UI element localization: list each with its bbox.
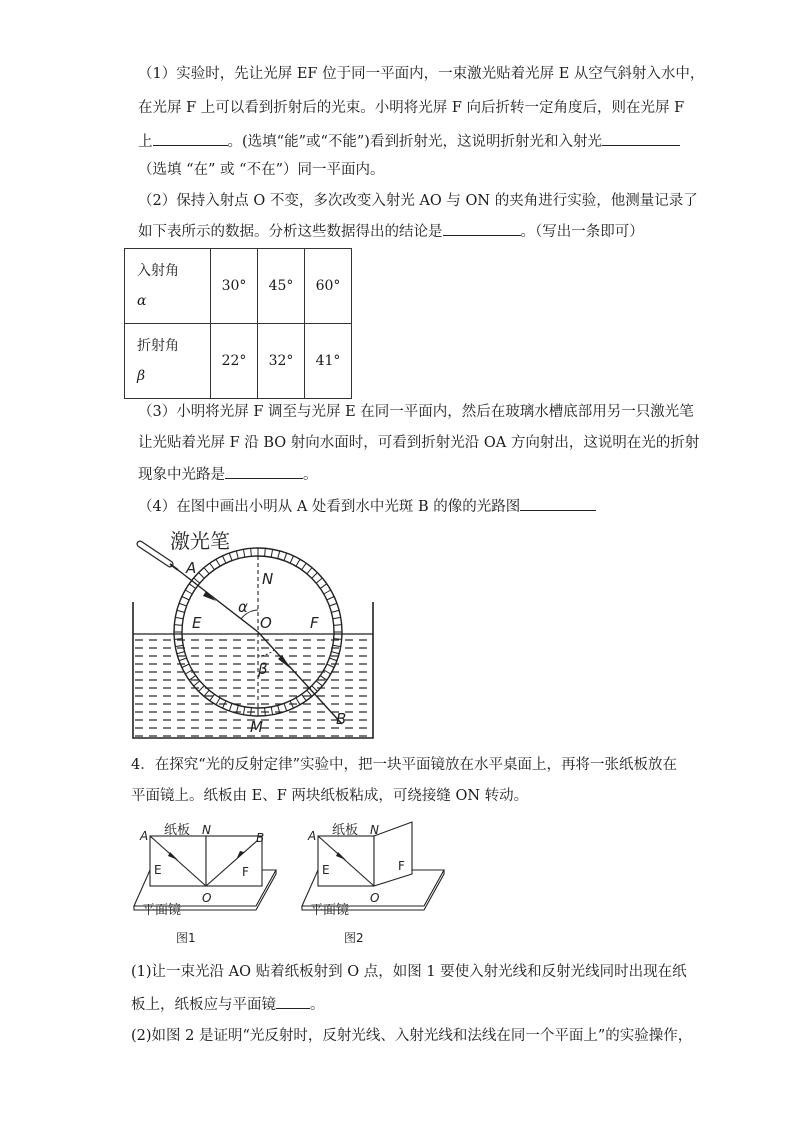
q4-s2-line1: (2)如图 2 是证明“光反射时，反射光线、入射光线和法线在同一个平面上”的实验操作， <box>131 1028 693 1044</box>
text-segment: 如下表所示的数据。分析这些数据得出的结论是 <box>138 224 443 240</box>
point-b-label: B <box>336 710 347 728</box>
table-cell: 32° <box>258 324 305 399</box>
table-cell: 45° <box>258 249 305 324</box>
text-segment: （4）在图中画出小明从 A 处看到水中光斑 B 的像的光路图 <box>138 499 521 515</box>
q4-s1-line2 <box>131 994 656 1015</box>
table-cell: 41° <box>305 324 352 399</box>
mirror-label: 平面镜 <box>310 903 350 918</box>
board-label: 纸板 <box>332 823 359 838</box>
q3-p2-line1: （2）保持入射点 O 不变，多次改变入射光 AO 与 ON 的夹角进行实验，他测量记录了 <box>138 193 698 209</box>
q3-p3-line3 <box>138 464 663 485</box>
alpha-label: α <box>238 598 248 616</box>
figure-caption: 图2 <box>344 931 364 945</box>
beta-label: β <box>258 660 268 678</box>
point-a-label: A <box>186 559 197 577</box>
answer-blank-1[interactable] <box>153 131 228 146</box>
screen-f-label: F <box>310 614 319 632</box>
q3-p2-line2 <box>138 221 663 242</box>
screen-e-label: E <box>192 614 202 632</box>
q3-p3-line2: 让光贴着光屏 F 沿 BO 射向水面时，可看到折射光沿 OA 方向射出，这说明在光的折射 <box>138 435 700 451</box>
point-n-label: N <box>262 570 274 588</box>
e-label: E <box>154 863 162 877</box>
answer-blank-3[interactable] <box>443 221 521 236</box>
text-segment: 上 <box>138 134 153 150</box>
point-n-label: N <box>370 823 379 837</box>
refraction-figure <box>120 524 390 746</box>
text-segment: 。（写出一条即可） <box>520 224 644 240</box>
q3-p1-line4: （选填 “在” 或 “不在”）同一平面内。 <box>138 162 385 178</box>
point-a-label: A <box>140 829 149 843</box>
table-cell: 30° <box>211 249 258 324</box>
table-row <box>125 249 352 324</box>
figure-caption: 图1 <box>176 931 196 945</box>
q3-p3-line1: （3）小明将光屏 F 调至与光屏 E 在同一平面内，然后在玻璃水槽底部用另一只激光笔 <box>138 404 694 420</box>
f-label: F <box>242 865 249 879</box>
table-cell: 22° <box>211 324 258 399</box>
point-o-label: O <box>260 614 272 632</box>
q3-p4-line1 <box>138 496 663 517</box>
board-label: 纸板 <box>164 823 191 838</box>
q4-s1-line1: (1)让一束光沿 AO 贴着纸板射到 O 点，如图 1 要使入射光线和反射光线同时出现在纸 <box>131 964 687 980</box>
table-header-cell: 折射角 β <box>125 324 211 399</box>
figure-1 <box>128 818 288 948</box>
answer-blank-5[interactable] <box>520 496 596 511</box>
e-label: E <box>322 863 330 877</box>
q4-intro-line2: 平面镜上。纸板由 E、F 两块纸板粘成，可绕接缝 ON 转动。 <box>131 788 529 804</box>
table-header-cell: 入射角 α <box>125 249 211 324</box>
text-segment: 。 <box>310 997 325 1013</box>
point-o-label: O <box>202 891 212 905</box>
q4-intro-line1: 4．在探究“光的反射定律”实验中，把一块平面镜放在水平桌面上，再将一张纸板放在 <box>131 757 678 773</box>
figure-2 <box>296 818 456 948</box>
laser-label: 激光笔 <box>170 529 230 553</box>
f-label: F <box>398 859 405 873</box>
mirror-label: 平面镜 <box>142 903 182 918</box>
text-segment: 。 <box>303 467 318 483</box>
arrow-icon <box>203 591 216 601</box>
answer-blank-2[interactable] <box>602 131 680 146</box>
point-o-label: O <box>370 891 380 905</box>
point-a-label: A <box>308 829 317 843</box>
answer-blank-6[interactable] <box>276 994 310 1009</box>
point-m-label: M <box>250 718 263 736</box>
answer-blank-4[interactable] <box>225 464 303 479</box>
text-segment: 板上，纸板应与平面镜 <box>131 997 276 1013</box>
text-segment: 。(选填“能”或“不能”)看到折射光，这说明折射光和入射光 <box>227 134 602 150</box>
text-segment: 现象中光路是 <box>138 467 225 483</box>
point-b-label: B <box>256 831 265 845</box>
point-n-label: N <box>202 823 211 837</box>
q3-p1-line3 <box>138 131 663 152</box>
angle-table <box>124 248 352 399</box>
q3-p1-line1: （1）实验时，先让光屏 EF 位于同一平面内，一束激光贴着光屏 E 从空气斜射入水中， <box>138 66 705 82</box>
table-row <box>125 324 352 399</box>
table-cell: 60° <box>305 249 352 324</box>
q3-p1-line2: 在光屏 F 上可以看到折射后的光束。小明将光屏 F 向后折转一定角度后，则在光屏 F <box>138 100 685 116</box>
